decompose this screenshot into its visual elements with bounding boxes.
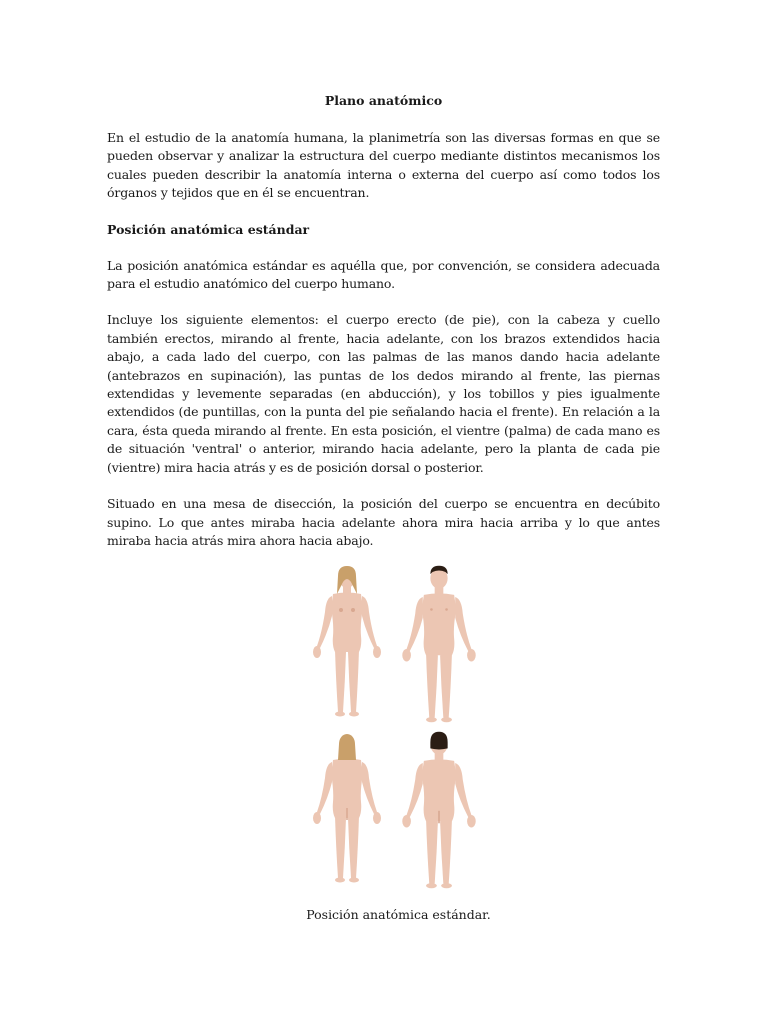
paragraph-definition: La posición anatómica estándar es aquélla que, por convención, se considera adecuada para el estudio anatómico del cuerpo humano. [107, 257, 660, 292]
anatomical-position-figure [305, 560, 481, 890]
female-front-figure [313, 566, 381, 717]
male-back-figure [402, 732, 475, 889]
female-back-figure [313, 734, 381, 883]
paragraph-dissection: Situado en una mesa de disección, la posición del cuerpo se encuentra en decúbito supino. Lo que antes miraba hacia adelante ahora mira hacia arriba y lo que antes miraba hacia atrás mira ahora hacia abajo. [107, 496, 660, 548]
intro-paragraph: En el estudio de la anatomía humana, la planimetría son las diversas formas en que se pueden observar y analizar la estructura del cuerpo mediante distintos mecanismos los cuales pueden describir la anatomía interna o externa del cuerpo así como todos los órganos y tejidos que en él se encuentran. [107, 130, 660, 201]
figure-caption: Posición anatómica estándar. [306, 907, 491, 922]
paragraph-elements: Incluye los siguiente elementos: el cuerpo erecto (de pie), con la cabeza y cuello también erectos, mirando al frente, hacia adelante, con los brazos extendidos hacia abajo, a cada lado del cuerpo, con las palmas de las manos dando hacia adelante (antebrazos en supinación), las puntas de los dedos mirando al frente, las piernas extendidas y levemente separadas (en abducción), y los tobillos y pies igualmente extendidos (de puntillas, con la punta del pie señalando hacia el frente). En relación a la cara, ésta queda mirando al frente. En esta posición, el vientre (palma) de cada mano es de situación 'ventral' o anterior, mirando hacia adelante, pero la planta de cada pie (vientre) mira hacia atrás y es de posición dorsal o posterior. [107, 312, 660, 475]
page-title: Plano anatómico [324, 93, 443, 108]
document-page [107, 92, 660, 550]
anatomical-figure-illustration [305, 560, 481, 890]
section-heading: Posición anatómica estándar [107, 221, 310, 237]
male-front-figure [402, 566, 475, 723]
